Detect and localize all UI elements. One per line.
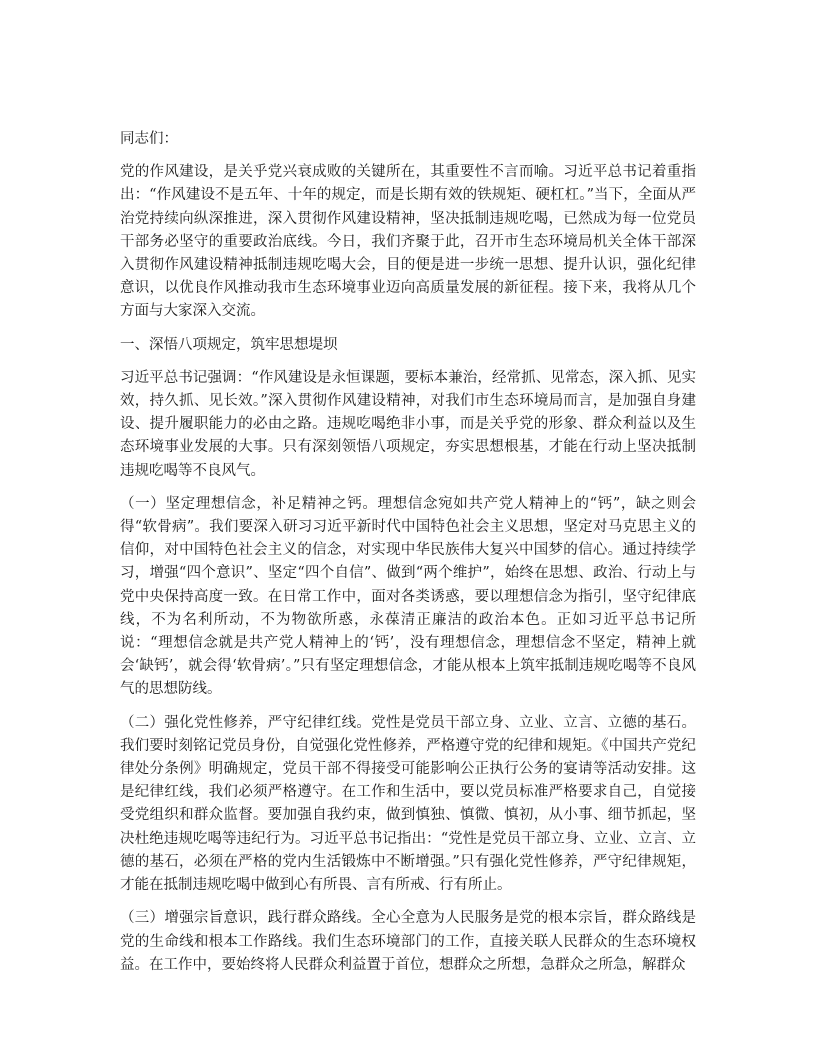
section-heading: 一、深悟八项规定，筑牢思想堤坝	[120, 336, 338, 353]
body-paragraph: （一）坚定理想信念，补足精神之钙。理想信念宛如共产党人精神上的“钙”，缺之则会得“软骨病”。我们要深入研习习近平新时代中国特色社会主义思想，坚定对马克思主义的信仰，对中国特色社会主义的信念，对实现中华民族伟大复兴中国梦的信心。通过持续学习，增强“四个意识”、坚定“四个自信”、做到“两个维护”，始终在思想、政治、行动上与党中央保持高度一致。在日常工作中，面对各类诱惑，要以理想信念为指引，坚守纪律底线，不为名利所动，不为物欲所惑，永葆清正廉洁的政治本色。正如习近平总书记所说：“理想信念就是共产党人精神上的‘钙’，没有理想信念，理想信念不坚定，精神上就会‘缺钙’，就会得‘软骨病’。”只有坚定理想信念，才能从根本上筑牢抵制违规吃喝等不良风气的思想防线。	[120, 495, 696, 698]
body-paragraph: 习近平总书记强调：“作风建设是永恒课题，要标本兼治，经常抓、见常态，深入抓、见实效，持久抓、见长效。”深入贯彻作风建设精神，对我们市生态环境局而言，是加强自身建设、提升履职能力的必由之路。违规吃喝绝非小事，而是关乎党的形象、群众利益以及生态环境事业发展的大事。只有深刻领悟八项规定，夯实思想根基，才能在行动上坚决抵制违规吃喝等不良风气。	[120, 369, 696, 479]
body-paragraph: （三）增强宗旨意识，践行群众路线。全心全意为人民服务是党的根本宗旨，群众路线是党的生命线和根本工作路线。我们生态环境部门的工作，直接关联人民群众的生态环境权益。在工作中，要始终将人民群众利益置于首位，想群众之所想，急群众之所急，解群众	[120, 910, 696, 973]
salutation: 同志们：	[120, 131, 178, 147]
intro-paragraph: 党的作风建设，是关乎党兴衰成败的关键所在，其重要性不言而喻。习近平总书记着重指出：“作风建设不是五年、十年的规定，而是长期有效的铁规矩、硬杠杠。”当下，全面从严治党持续向纵深推进，深入贯彻作风建设精神，坚决抵制违规吃喝，已然成为每一位党员干部务必坚守的重要政治底线。今日，我们齐聚于此，召开市生态环境局机关全体干部深入贯彻作风建设精神抵制违规吃喝大会，目的便是进一步统一思想、提升认识，强化纪律意识，以优良作风推动我市生态环境事业迈向高质量发展的新征程。接下来，我将从几个方面与大家深入交流。	[120, 164, 696, 320]
document-body	[120, 128, 696, 987]
body-paragraph: （二）强化党性修养，严守纪律红线。党性是党员干部立身、立业、立言、立德的基石。我们要时刻铭记党员身份，自觉强化党性修养，严格遵守党的纪律和规矩。《中国共产党纪律处分条例》明确规定，党员干部不得接受可能影响公正执行公务的宴请等活动安排。这是纪律红线，我们必须严格遵守。在工作和生活中，要以党员标准严格要求自己，自觉接受党组织和群众监督。要加强自我约束，做到慎独、慎微、慎初，从小事、细节抓起，坚决杜绝违规吃喝等违纪行为。习近平总书记指出：“党性是党员干部立身、立业、立言、立德的基石，必须在严格的党内生活锻炼中不断增强。”只有强化党性修养，严守纪律规矩，才能在抵制违规吃喝中做到心有所畏、言有所戒、行有所止。	[120, 714, 696, 894]
